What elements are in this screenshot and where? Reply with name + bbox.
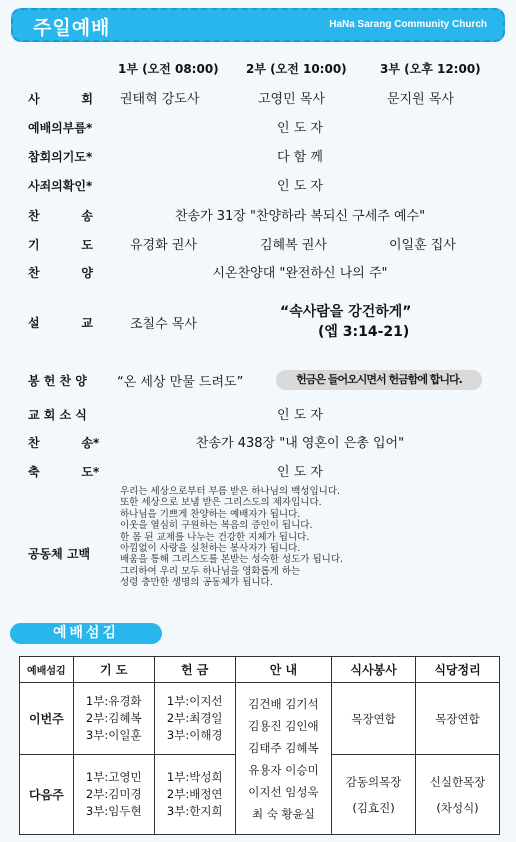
community-creed xyxy=(120,486,440,589)
column-header: 식당정리 xyxy=(416,657,500,683)
order-label: 찬 송* xyxy=(28,436,100,450)
order-row-call xyxy=(0,117,516,143)
creed-line: 이웃을 열심히 구원하는 복음의 증인이 됩니다. xyxy=(120,520,313,532)
order-label: 사죄의확인* xyxy=(28,179,93,193)
order-label: 설 교 xyxy=(28,316,93,330)
order-value: 인 도 자 xyxy=(277,179,323,194)
creed-line: 성령 충만한 생명의 공동체가 됩니다. xyxy=(120,577,273,589)
service-1-header: 1부 (오전 08:00) xyxy=(118,62,219,76)
sermon-scripture: (엡 3:14-21) xyxy=(318,324,410,340)
column-header: 예배섬김 xyxy=(20,657,74,683)
prayer-cell xyxy=(73,755,154,835)
order-value: 시온찬양대 "완전하신 나의 주" xyxy=(212,266,388,281)
list-item: 3부:이일훈 xyxy=(85,728,142,742)
column-header: 안 내 xyxy=(235,657,331,683)
column-header: 기 도 xyxy=(73,657,154,683)
list-item: 유용자 이승미 xyxy=(248,762,319,777)
list-item: 3부:임두현 xyxy=(85,804,142,818)
creed-line: 또한 세상으로 보냄 받은 그리스도의 제자입니다. xyxy=(120,497,322,509)
offering-cell xyxy=(154,755,235,835)
order-row-closing-hymn xyxy=(0,432,516,458)
column-header: 헌 금 xyxy=(154,657,235,683)
order-row-benediction xyxy=(0,461,516,487)
list-item: 2부:최경일 xyxy=(166,711,223,725)
offering-song: “온 세상 만물 드려도” xyxy=(117,375,244,390)
order-row-anthem xyxy=(0,262,516,288)
header-banner xyxy=(11,8,505,42)
prayer-cell xyxy=(73,683,154,755)
order-label: 축 도* xyxy=(28,465,100,479)
presider-2: 고영민 목사 xyxy=(258,92,325,107)
creed-line: 아낌없이 사랑을 실천하는 봉사자가 됩니다. xyxy=(120,543,301,555)
order-row-prayer xyxy=(0,234,516,260)
offering-cell xyxy=(154,683,235,755)
list-item: 1부:고영민 xyxy=(85,770,142,784)
list-item: 이지선 임성욱 xyxy=(248,784,319,799)
list-item: 1부:이지선 xyxy=(166,694,223,708)
creed-line: 그리하여 우리 모두 하나님을 영화롭게 하는 xyxy=(120,565,301,577)
list-item: 2부:배정연 xyxy=(166,787,223,801)
list-item: 김태주 김혜복 xyxy=(248,740,319,755)
order-row-sermon xyxy=(0,298,516,346)
order-label: 봉 헌 찬 양 xyxy=(28,374,87,388)
table-header-row xyxy=(20,657,500,683)
order-value: 인 도 자 xyxy=(277,121,323,136)
order-label: 찬 송 xyxy=(28,209,93,223)
order-row-presider xyxy=(0,88,516,114)
list-item: 2부:김혜복 xyxy=(85,711,142,725)
presider-3: 문지원 목사 xyxy=(387,92,454,107)
list-item: 최 숙 황윤실 xyxy=(251,806,315,821)
order-label: 기 도 xyxy=(28,238,93,252)
order-label: 사 회 xyxy=(28,92,93,106)
creed-line: 하나님을 기쁘게 찬양하는 예배자가 됩니다. xyxy=(120,508,301,520)
order-label: 예배의부름* xyxy=(28,121,93,135)
order-label: 참회의기도* xyxy=(28,150,93,164)
page-title: 주일예배 xyxy=(33,17,111,39)
order-value: 찬송가 438장 "내 영혼이 은총 입어" xyxy=(195,436,405,451)
prayer-2: 김혜복 권사 xyxy=(260,238,327,253)
meal-cell: 목장연합 xyxy=(332,683,416,755)
order-row-absolution xyxy=(0,175,516,201)
list-item: 김건배 김기석 xyxy=(248,696,319,711)
order-value: 찬송가 31장 "찬양하라 복되신 구세주 예수" xyxy=(174,209,426,224)
order-value: 인 도 자 xyxy=(277,465,323,480)
list-item: 2부:김미경 xyxy=(85,787,142,801)
creed-line: 배움을 통해 그리스도를 본받는 성숙한 성도가 됩니다. xyxy=(120,554,344,566)
ushers-cell xyxy=(235,683,331,835)
list-item: 3부:한지희 xyxy=(166,804,223,818)
order-row-confession xyxy=(0,146,516,172)
list-item: 신실한목장 xyxy=(429,774,486,789)
section-title-duty: 예배섬김 xyxy=(10,623,162,644)
cleanup-cell: 목장연합 xyxy=(416,683,500,755)
order-label: 교 회 소 식 xyxy=(28,408,87,422)
list-item: 1부:박성희 xyxy=(166,770,223,784)
row-label: 다음주 xyxy=(20,755,74,835)
order-value: 인 도 자 xyxy=(277,408,323,423)
offering-notice: 헌금은 들어오시면서 헌금함에 합니다. xyxy=(276,370,482,390)
list-item: 감동의목장 xyxy=(345,774,402,789)
church-name: HaNa Sarang Community Church xyxy=(329,19,487,30)
service-3-header: 3부 (오후 12:00) xyxy=(380,62,481,76)
column-header: 식사봉사 xyxy=(332,657,416,683)
order-value: 다 함 께 xyxy=(277,150,323,165)
creed-line: 한 몸 된 교제를 나누는 건강한 지체가 됩니다. xyxy=(120,531,310,543)
table-row xyxy=(20,683,500,755)
list-item: 3부:이해경 xyxy=(166,728,223,742)
list-item: (김효진) xyxy=(352,800,395,815)
list-item: (차성식) xyxy=(436,800,479,815)
meal-cell xyxy=(332,755,416,835)
list-item: 1부:유경화 xyxy=(85,694,142,708)
sermon-title: “속사람을 강건하게” xyxy=(280,304,412,320)
cleanup-cell xyxy=(416,755,500,835)
creed-label: 공동체 고백 xyxy=(28,547,91,561)
row-label: 이번주 xyxy=(20,683,74,755)
presider-1: 권태혁 강도사 xyxy=(120,92,200,107)
prayer-1: 유경화 권사 xyxy=(130,238,197,253)
list-item: 김용진 김인애 xyxy=(248,718,319,733)
preacher: 조칠수 목사 xyxy=(130,317,197,332)
order-label: 찬 양 xyxy=(28,266,93,280)
prayer-3: 이일훈 집사 xyxy=(389,238,456,253)
creed-line: 우리는 세상으로부터 부름 받은 하나님의 백성입니다. xyxy=(120,486,341,497)
order-row-news xyxy=(0,404,516,430)
service-2-header: 2부 (오전 10:00) xyxy=(246,62,347,76)
order-row-hymn xyxy=(0,205,516,231)
duty-table xyxy=(19,656,500,835)
